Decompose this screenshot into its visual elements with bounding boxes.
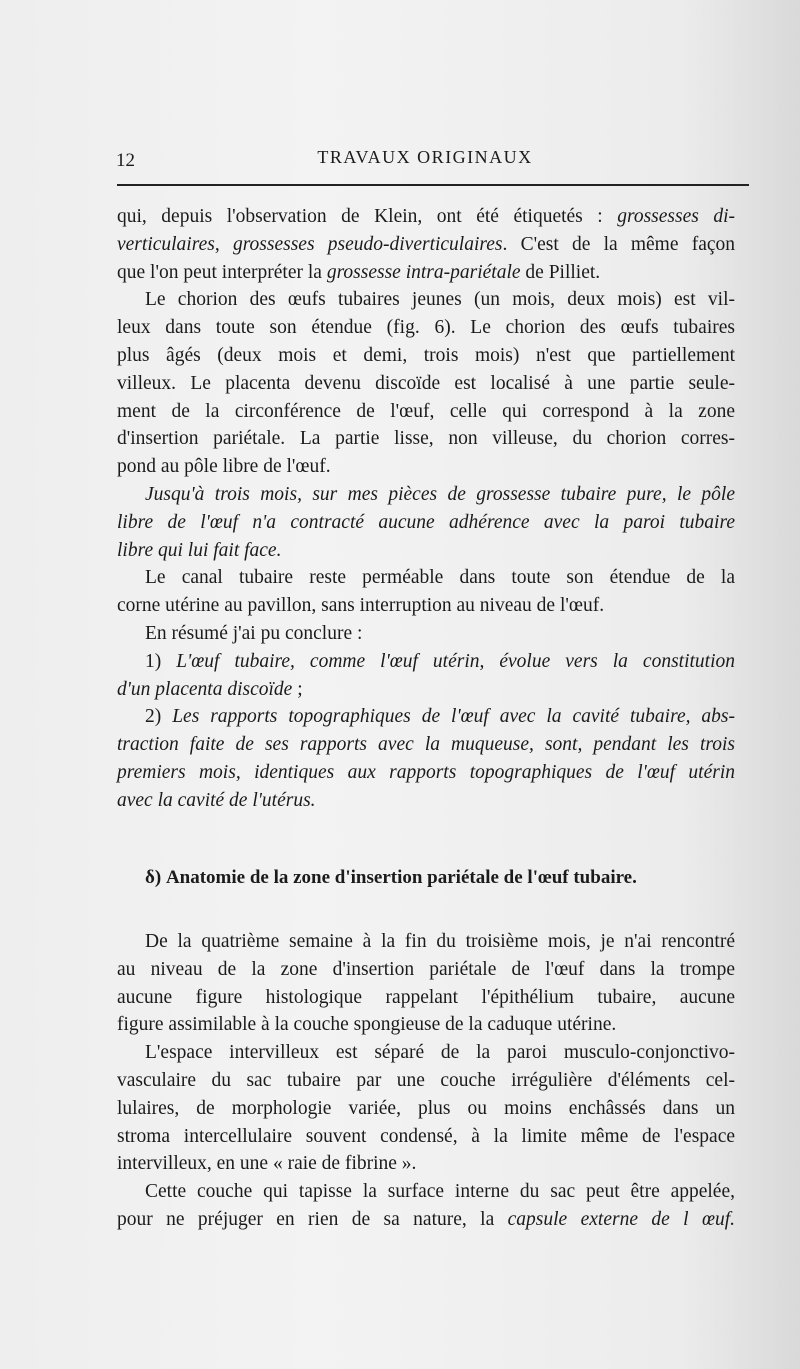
text-line — [117, 620, 735, 648]
text-line — [117, 481, 735, 509]
text-line — [117, 203, 735, 231]
text-line — [117, 314, 735, 342]
running-title: TRAVAUX ORIGINAUX — [317, 147, 533, 167]
text-line — [117, 676, 735, 704]
text-segment: leux dans toute son étendue (fig. 6). Le chorion des œufs tubaires — [117, 317, 735, 339]
text-line — [117, 928, 735, 956]
italic-text: d'un placenta discoïde — [117, 678, 293, 700]
text-segment: Cette couche qui tapisse la surface interne du sac peut être appelée, — [145, 1181, 735, 1203]
text-segment: . C'est de la même façon — [502, 233, 736, 255]
italic-text: Les rapports topographiques de l'œuf avec la cavité tubaire, abs- — [172, 706, 735, 728]
text-segment: au niveau de la zone d'insertion pariétale de l'œuf dans la trompe — [117, 958, 735, 980]
text-line — [117, 1178, 735, 1206]
text-segment: De la quatrième semaine à la fin du troisième mois, je n'ai rencontré — [145, 931, 735, 952]
text-segment: figure assimilable à la couche spongieuse de la caduque utérine. — [117, 1014, 617, 1036]
italic-text: libre de l'œuf n'a contracté aucune adhérence avec la paroi tubaire — [117, 511, 735, 533]
text-segment: plus âgés (deux mois et demi, trois mois) n'est que partiellement — [117, 344, 735, 366]
text-segment: villeux. Le placenta devenu discoïde est localisé à une partie seule- — [117, 372, 735, 394]
text-block-2 — [117, 928, 735, 1234]
header-rule — [117, 184, 749, 186]
italic-text: avec la cavité de l'utérus. — [117, 789, 316, 811]
text-line — [117, 1011, 735, 1039]
text-segment: vasculaire du sac tubaire par une couche irrégulière d'éléments cel- — [117, 1069, 735, 1091]
text-line — [117, 759, 735, 787]
text-line — [117, 259, 735, 287]
text-segment: En résumé j'ai pu conclure : — [145, 622, 363, 644]
text-line — [117, 564, 735, 592]
text-line — [117, 231, 735, 259]
italic-text: L'œuf tubaire, comme l'œuf utérin, évolue vers la constitution — [176, 650, 735, 672]
text-line — [117, 956, 735, 984]
italic-text: libre qui lui fait face. — [117, 539, 282, 561]
text-line — [117, 425, 735, 453]
italic-text: premiers mois, identiques aux rapports topographiques de l'œuf utérin — [117, 761, 735, 783]
text-segment: d'insertion pariétale. La partie lisse, non villeuse, du chorion corres- — [117, 428, 735, 450]
text-line — [117, 1067, 735, 1095]
text-line — [117, 1150, 735, 1178]
text-segment: stroma intercellulaire souvent condensé, à la limite même de l'espace — [117, 1125, 735, 1147]
italic-text: Jusqu'à trois mois, sur mes pièces de grossesse tubaire pure, le pôle — [145, 483, 735, 505]
text-line — [117, 537, 735, 565]
text-line — [117, 731, 735, 759]
text-line — [117, 1123, 735, 1151]
italic-text: grossesses di- — [617, 206, 735, 227]
text-line — [117, 509, 735, 537]
italic-text: grossesse intra-pariétale — [326, 261, 521, 283]
text-segment: corne utérine au pavillon, sans interruption au niveau de l'œuf. — [117, 595, 605, 617]
text-segment: 1) — [145, 650, 177, 672]
text-line — [117, 787, 735, 815]
text-line — [117, 1095, 735, 1123]
text-segment: intervilleux, en une « raie de fibrine ». — [117, 1153, 417, 1175]
italic-text: traction faite de ses rapports avec la muqueuse, sont, pendant les trois — [117, 734, 735, 756]
text-line — [117, 370, 735, 398]
text-segment: Le chorion des œufs tubaires jeunes (un mois, deux mois) est vil- — [145, 289, 735, 311]
text-segment: lulaires, de morphologie variée, plus ou moins enchâssés dans un — [117, 1097, 735, 1119]
text-line — [117, 286, 735, 314]
text-segment: pour ne préjuger en rien de sa nature, la — [117, 1208, 508, 1230]
text-segment: ment de la circonférence de l'œuf, celle qui correspond à la zone — [117, 400, 735, 422]
text-line — [117, 1039, 735, 1067]
text-segment: de Pilliet. — [520, 261, 601, 283]
text-segment: qui, depuis l'observation de Klein, ont été étiquetés : — [117, 206, 618, 227]
text-segment: 2) — [145, 706, 173, 728]
text-segment: Le canal tubaire reste perméable dans toute son étendue de la — [145, 567, 735, 589]
italic-text: capsule externe de l œuf. — [507, 1208, 735, 1230]
text-segment: aucune figure histologique rappelant l'épithélium tubaire, aucune — [117, 986, 735, 1008]
text-segment: que l'on peut interpréter la — [117, 261, 327, 283]
text-line — [117, 703, 735, 731]
text-line — [117, 342, 735, 370]
text-line — [117, 1206, 735, 1234]
text-line — [117, 398, 735, 426]
text-segment: L'espace intervilleux est séparé de la paroi musculo-conjonctivo- — [145, 1042, 735, 1064]
text-block-1 — [117, 203, 735, 815]
text-line — [117, 984, 735, 1012]
text-segment: pond au pôle libre de l'œuf. — [117, 456, 331, 478]
text-segment: ; — [292, 678, 303, 700]
italic-text: verticulaires — [117, 233, 215, 255]
text-line — [117, 592, 735, 620]
text-segment: , — [214, 233, 233, 255]
page-number: 12 — [116, 150, 135, 171]
text-line — [117, 648, 735, 676]
italic-text: grossesses pseudo-diverticulaires — [232, 233, 503, 255]
text-line — [117, 453, 735, 481]
section-heading: δ) Anatomie de la zone d'insertion pariétale de l'œuf tubaire. — [145, 867, 637, 888]
